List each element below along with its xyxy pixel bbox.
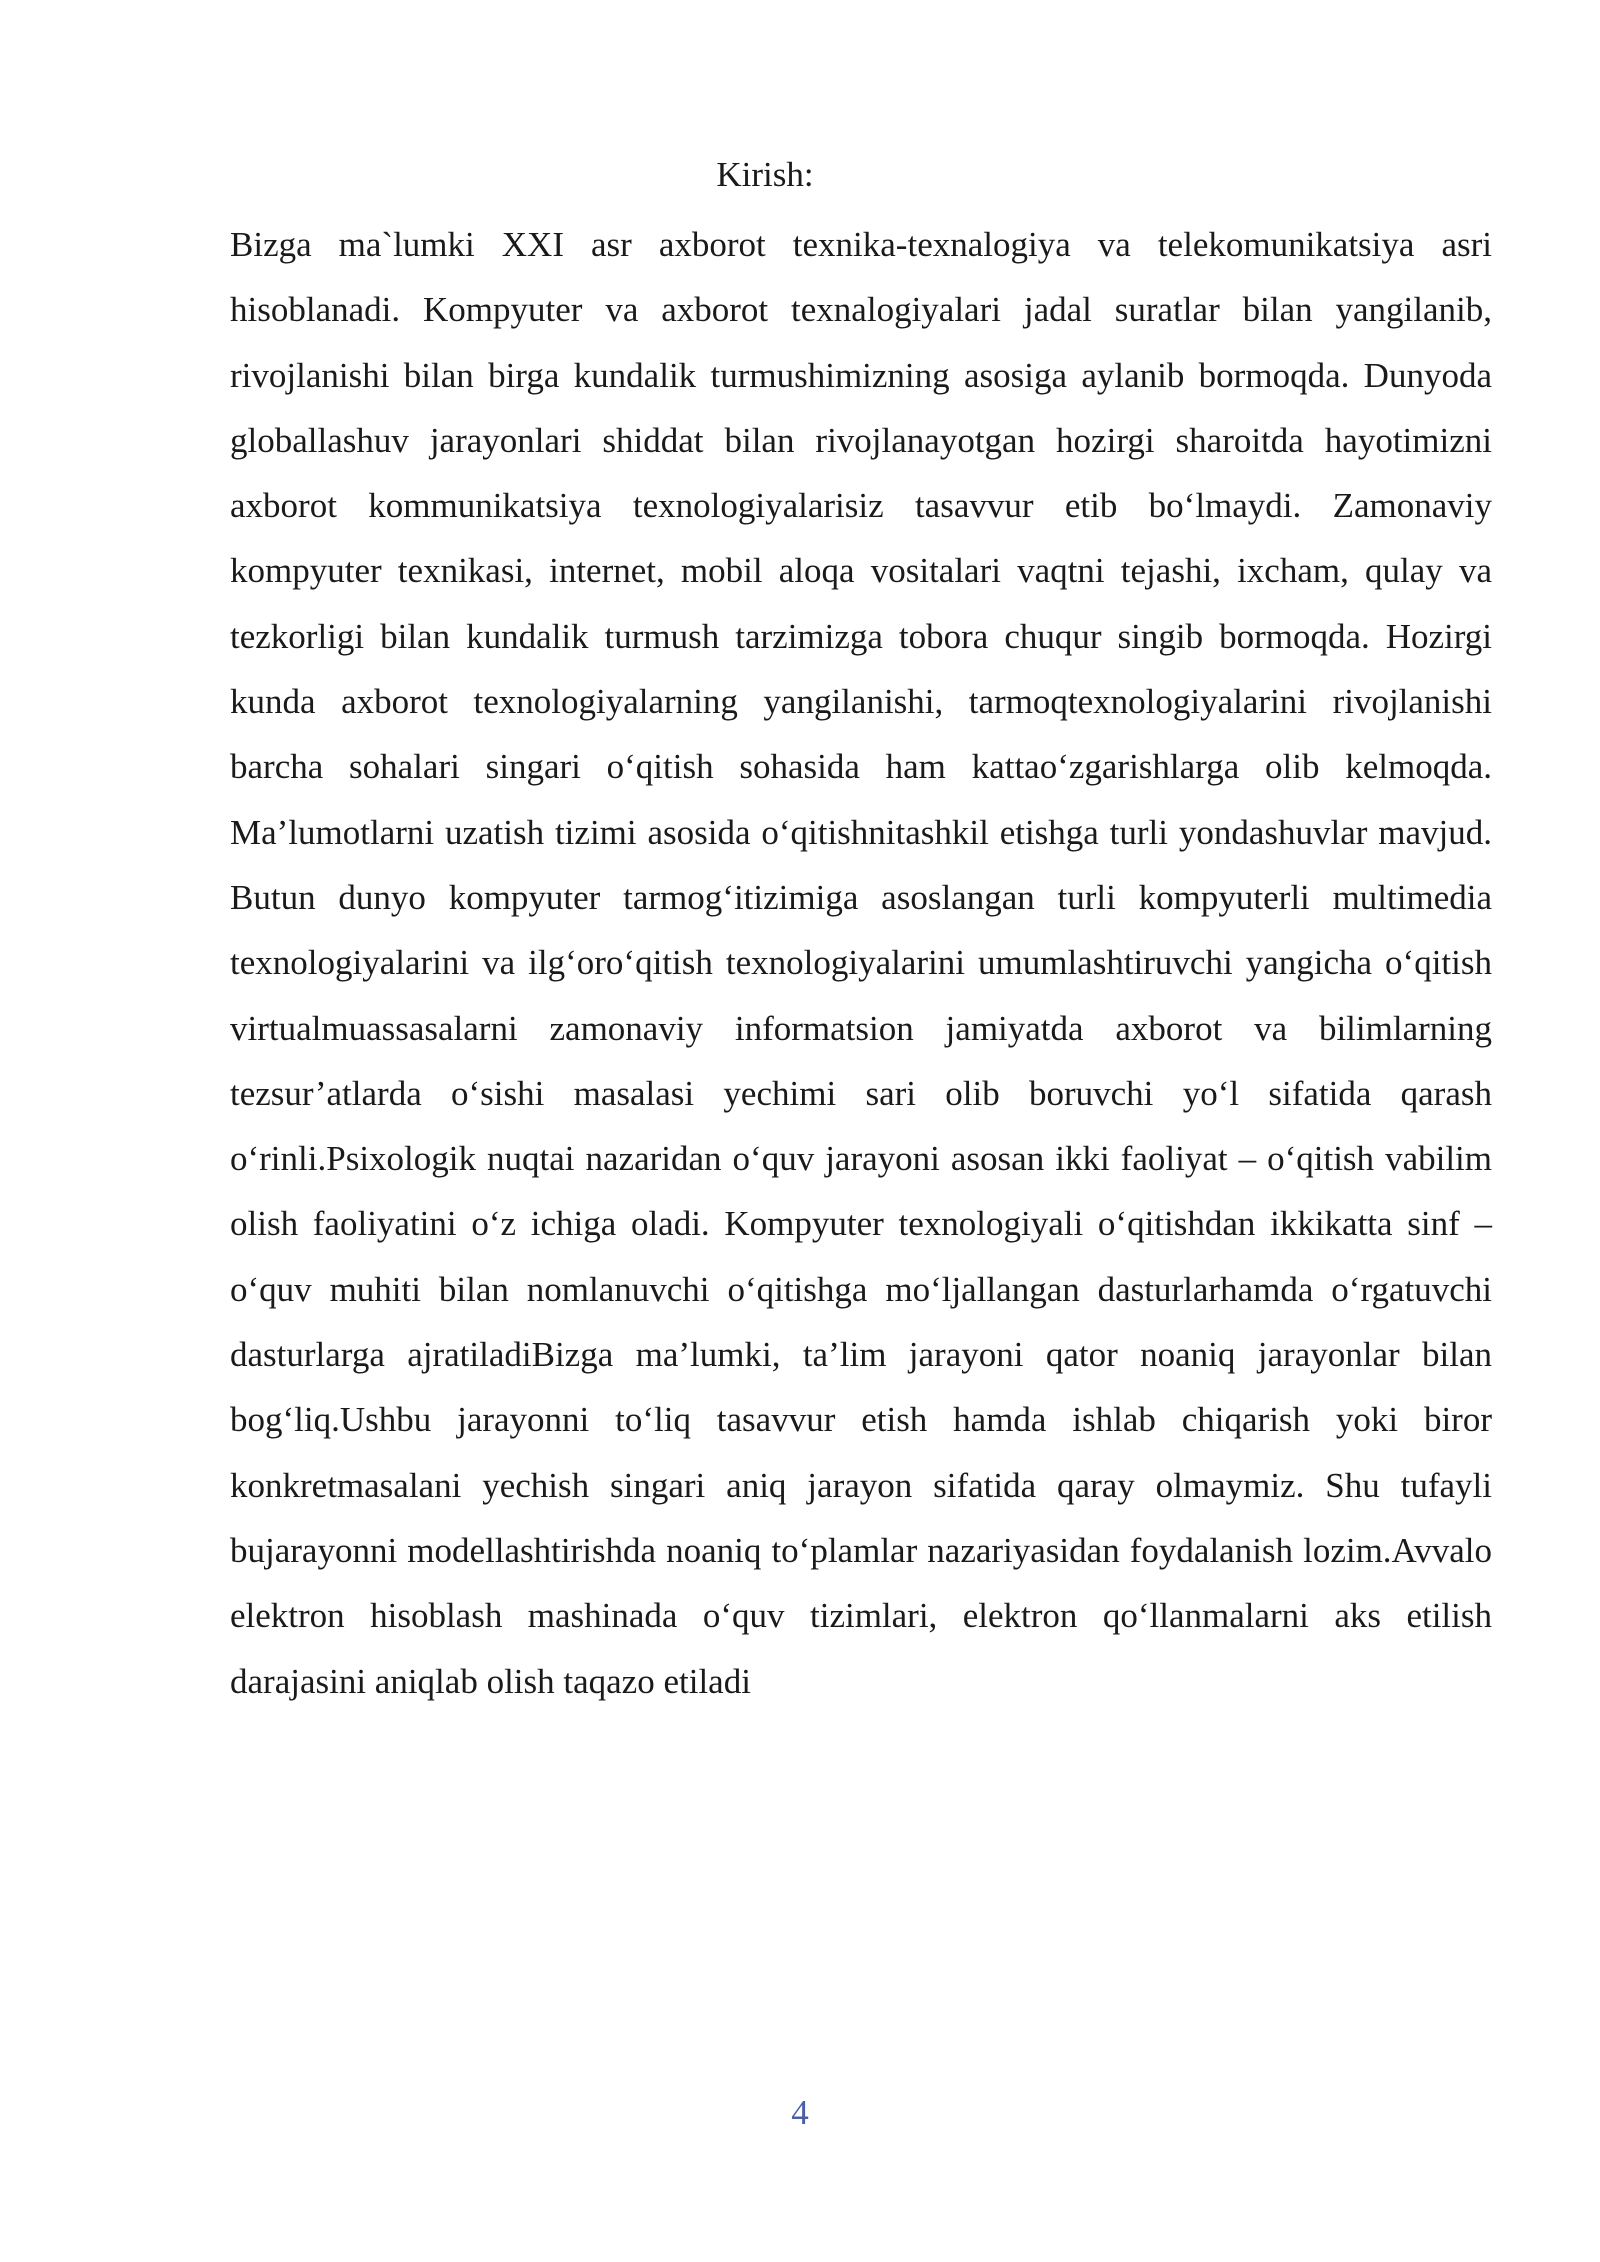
section-heading: Kirish: bbox=[716, 155, 814, 194]
body-paragraph: Bizga ma`lumki XXI asr axborot texnika-texnalogiya va telekomunikatsiya asri hisoblanadi. Kompyuter va axborot texnalogiyalari jadal suratlar bilan yangilanib, rivojlanishi bilan birga kundalik turmushimizning asosiga aylanib bormoqda. Dunyoda globallashuv jarayonlari shiddat bilan rivojlanayotgan hozirgi sharoitda hayotimizni axborot kommunikatsiya texnologiyalarisiz tasavvur etib boʻlmaydi. Zamonaviy kompyuter texnikasi, internet, mobil aloqa vositalari vaqtni tejashi, ixcham, qulay va tezkorligi bilan kundalik turmush tarzimizga tobora chuqur singib bormoqda. Hozirgi kunda axborot texnologiyalarning yangilanishi, tarmoqtexnologiyalarini rivojlanishi barcha sohalari singari oʻqitish sohasida ham kattaoʻzgarishlarga olib kelmoqda. Ma’lumotlarni uzatish tizimi asosida oʻqitishnitashkil etishga turli yondashuvlar mavjud. Butun dunyo kompyuter tarmogʻitizimiga asoslangan turli kompyuterli multimedia texnologiyalarini va ilgʻoroʻqitish texnologiyalarini umumlashtiruvchi yangicha oʻqitish virtualmuassasalarni zamonaviy informatsion jamiyatda axborot va bilimlarning tezsur’atlarda oʻsishi masalasi yechimi sari olib boruvchi yoʻl sifatida qarash oʻrinli.Psixologik nuqtai nazaridan oʻquv jarayoni asosan ikki faoliyat – oʻqitish vabilim olish faoliyatini oʻz ichiga oladi. Kompyuter texnologiyali oʻqitishdan ikkikatta sinf – oʻquv muhiti bilan nomlanuvchi oʻqitishga moʻljallangan dasturlarhamda oʻrgatuvchi dasturlarga ajratiladiBizga ma’lumki, ta’lim jarayoni qator noaniq jarayonlar bilan bogʻliq.Ushbu jarayonni toʻliq tasavvur etish hamda ishlab chiqarish yoki biror konkretmasalani yechish singari aniq jarayon sifatida qaray olmaymiz. Shu tufayli bujarayonni modellashtirishda noaniq toʻplamlar nazariyasidan foydalanish lozim.Avvalo elektron hisoblash mashinada oʻquv tizimlari, elektron qoʻllanmalarni aks etilish darajasini aniqlab olish taqazo etiladi bbox=[230, 225, 1492, 1701]
page-number: 4 bbox=[791, 2093, 809, 2132]
